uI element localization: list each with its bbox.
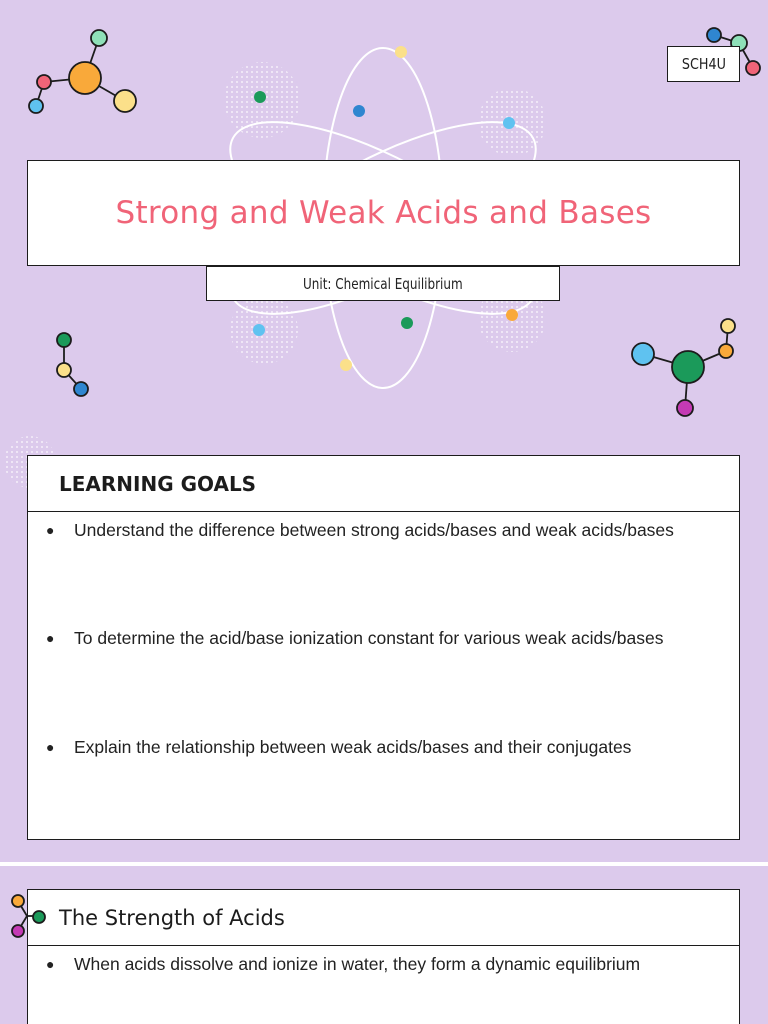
list-item-text: Understand the difference between strong acids/bases and weak acids/bases (74, 520, 674, 540)
course-code: SCH4U (681, 55, 726, 73)
course-code-box (667, 46, 740, 82)
list-item-text: When acids dissolve and ionize in water, they form a dynamic equilibrium (74, 954, 641, 974)
list-item (46, 628, 717, 650)
learning-goals-box (27, 455, 740, 840)
decorations (0, 866, 768, 1024)
strength-heading: The Strength of Acids (59, 905, 285, 930)
bullet-icon: ● (46, 739, 55, 755)
molecule-icon (29, 30, 136, 113)
slide-2 (0, 866, 768, 1024)
molecule-icon (57, 333, 88, 396)
learning-goals-header (28, 456, 739, 512)
title-box (27, 160, 740, 266)
slide-subtitle: Unit: Chemical Equilibrium (303, 274, 463, 293)
subtitle-box (206, 266, 560, 301)
bullet-icon: ● (46, 522, 55, 538)
list-item-text: To determine the acid/base ionization constant for various weak acids/bases (74, 628, 664, 648)
bullet-icon: ● (46, 630, 55, 646)
list-item (46, 737, 717, 759)
slide-title: Strong and Weak Acids and Bases (115, 195, 652, 231)
molecule-icon (632, 319, 735, 416)
molecule-icon (12, 895, 45, 937)
list-item-text: Explain the relationship between weak acids/bases and their conjugates (74, 737, 632, 757)
list-item (46, 520, 717, 542)
bullet-icon: ● (46, 956, 55, 972)
learning-goals-heading: LEARNING GOALS (59, 471, 257, 496)
